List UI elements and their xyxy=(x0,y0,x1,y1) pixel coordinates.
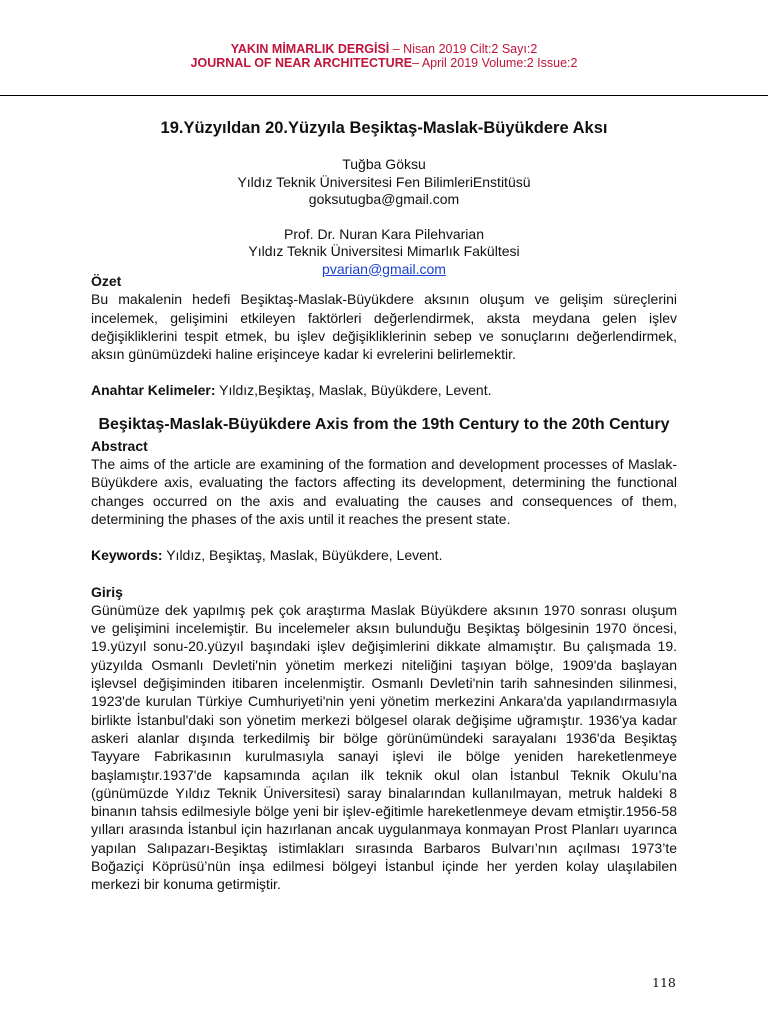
header-line-english xyxy=(0,56,768,70)
header-line-turkish xyxy=(0,42,768,56)
anahtar-kelimeler xyxy=(91,381,677,399)
author-email-link[interactable]: pvarian@gmail.com xyxy=(322,260,446,277)
author-affiliation: Yıldız Teknik Üniversitesi Mimarlık Fakültesi xyxy=(248,243,520,259)
issue-info-en: – April 2019 Volume:2 Issue:2 xyxy=(412,56,578,70)
issue-info-tr: – Nisan 2019 Cilt:2 Sayı:2 xyxy=(389,42,538,56)
journal-name-tr: YAKIN MİMARLIK DERGİSİ xyxy=(230,42,390,56)
author-email: goksutugba@gmail.com xyxy=(308,191,460,207)
ozet-text: Bu makalenin hedefi Beşiktaş-Maslak-Büyükdere aksının oluşum ve gelişim süreçlerini incelemek, gelişimini etkileyen faktörleri değerlendirmek, aksta meydana gelen işlev değişikliklerini tespit etmek, bu işlev değişikliklerinin sebep ve sonuçlarını değerlendirmek, aksın günümüzdeki haline erişinceye kadar ki evrelerini belirlemektir. xyxy=(91,291,677,363)
header-divider xyxy=(0,95,768,96)
ozet-heading: Özet xyxy=(91,273,122,289)
article-body xyxy=(91,272,677,894)
keywords-values: Yıldız, Beşiktaş, Maslak, Büyükdere, Levent. xyxy=(162,547,443,564)
author-name: Prof. Dr. Nuran Kara Pilehvarian xyxy=(284,225,484,242)
abstract-heading: Abstract xyxy=(91,437,148,454)
article-title: 19.Yüzyıldan 20.Yüzyıla Beşiktaş-Maslak-Büyükdere Aksı xyxy=(160,119,608,137)
abstract-text: The aims of the article are examining of the formation and development processes of Maslak-Büyükdere axis, evaluating the factors affecting its development, determining the functional changes occurred on the axis and evaluating the causes and consequences of them, determining the phases of the axis until it reaches the present state. xyxy=(91,456,677,527)
giris-text: Günümüze dek yapılmış pek çok araştırma Maslak Büyükdere aksının 1970 sonrası oluşum ve gelişimini incelemiştir. Bu incelemeler aksın bulunduğu Beşiktaş bölgesinin 1970 öncesi, 19.yüzyıl sonu-20.yüzyıl başındaki işlev değişimlerini dikkate almamıştır. Bu çalışmada 19. yüzyılda Osmanlı Devleti'nin yönetim merkezi niteliğini taşıyan bölge, 1909'da başlayan işlevsel değişiminden itibaren incelenmiştir. Osmanlı Devleti'nin tarih sahnesinden silinmesi, 1923'de kurulan Türkiye Cumhuriyeti'nin yeni yönetim merkezini Ankara'da yapılandırmasıyla birlikte İstanbul'daki son yönetim merkezi bölgesel olarak değişime uğramıştır. 1936'ya kadar askeri alanlar dışında terkedilmiş bir bölge görünümündeki sarayalanı 1936'da Beşiktaş Tayyare Fabrikasının kurulmasıyla sanayi işlevi ile bölge yeniden hareketlenmeye başlamıştır.1937'de kapsamında açılan ilk teknik okul olan İstanbul Teknik Okulu’na (günümüzde Yıldız Teknik Üniversitesi) saray binalarından kullanılmayan, metruk haldeki 8 binanın tahsis edilmesiyle bölge yeni bir işlev-eğitimle hareketlenmeye devam etmiştir.1956-58 yılları arasında İstanbul için hazırlanan ancak uygulanmaya konmayan Prost Planları uyarınca yapılan Salıpazarı-Beşiktaş istimlakları sırasında Barbaros Bulvarı’nın açılması 1973’te Boğaziçi Köprüsü’nün inşa edilmesi bölgeyi İstanbul içinde her yerden kolay ulaşılabilen merkezi bir konuma getirmiştir. xyxy=(91,601,677,893)
author-name: Tuğba Göksu xyxy=(342,156,426,172)
anahtar-label: Anahtar Kelimeler: xyxy=(91,382,216,399)
keywords-label: Keywords: xyxy=(91,547,163,564)
giris-heading: Giriş xyxy=(91,583,123,600)
journal-header xyxy=(0,42,768,70)
journal-name-en: JOURNAL OF NEAR ARCHITECTURE xyxy=(190,56,413,70)
author-affiliation: Yıldız Teknik Üniversitesi Fen BilimleriEnstitüsü xyxy=(237,173,531,190)
authors-block xyxy=(0,156,768,278)
keywords xyxy=(91,546,677,564)
english-title: Beşiktaş-Maslak-Büyükdere Axis from the 19th Century to the 20th Century xyxy=(98,415,670,433)
anahtar-values: Yıldız,Beşiktaş, Maslak, Büyükdere, Levent. xyxy=(215,382,492,399)
page-number: 118 xyxy=(652,975,676,990)
